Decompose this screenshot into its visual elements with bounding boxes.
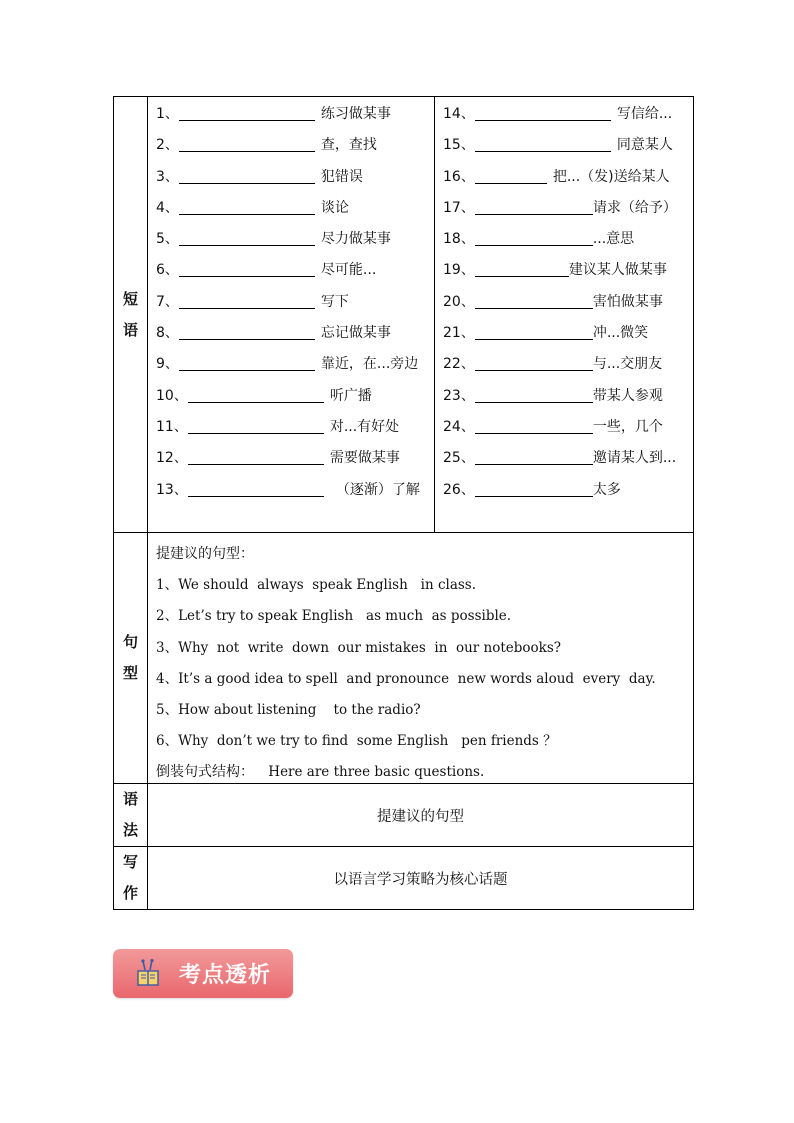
phrases-right-column bbox=[435, 97, 693, 532]
phrase-meaning: 邀请某人到... bbox=[592, 450, 677, 467]
phrase-number: 26、 bbox=[443, 481, 475, 498]
phrase-meaning: （逐渐）了解 bbox=[335, 481, 420, 498]
answer-blank[interactable] bbox=[179, 196, 315, 215]
answer-blank[interactable] bbox=[179, 352, 315, 371]
phrase-item bbox=[443, 224, 693, 255]
phrase-number: 10、 bbox=[156, 387, 188, 404]
label-char: 句 bbox=[122, 633, 138, 651]
worksheet bbox=[113, 96, 693, 910]
patterns-row bbox=[114, 533, 694, 784]
label-char: 短 bbox=[122, 289, 138, 308]
answer-blank[interactable] bbox=[179, 133, 315, 152]
phrase-meaning: 太多 bbox=[592, 481, 621, 498]
answer-blank[interactable] bbox=[179, 258, 315, 277]
phrase-number: 16、 bbox=[443, 168, 475, 185]
pattern-sentence: 1、We should always speak English in class. bbox=[156, 577, 477, 594]
phrase-item bbox=[443, 412, 693, 443]
phrase-item bbox=[443, 443, 693, 474]
badge-title: 考点透析 bbox=[179, 963, 272, 988]
patterns-heading: 提建议的句型： bbox=[156, 546, 254, 562]
phrase-item bbox=[156, 412, 434, 443]
phrase-number: 13、 bbox=[156, 481, 188, 498]
phrase-number: 18、 bbox=[443, 231, 475, 248]
phrase-item bbox=[156, 381, 434, 412]
phrase-meaning: 靠近，在...旁边 bbox=[320, 356, 419, 373]
label-char: 型 bbox=[122, 664, 138, 682]
patterns-cell bbox=[148, 533, 694, 784]
phrase-item bbox=[156, 255, 434, 286]
phrase-number: 23、 bbox=[443, 387, 475, 404]
phrase-number: 2、 bbox=[156, 137, 179, 154]
phrases-label-text bbox=[114, 284, 147, 346]
phrase-meaning: 写信给... bbox=[616, 106, 673, 122]
grammar-label-text bbox=[114, 784, 147, 846]
phrase-number: 4、 bbox=[156, 199, 179, 216]
grammar-row bbox=[114, 784, 694, 847]
pattern-sentence: 3、Why not write down our mistakes in our notebooks? bbox=[156, 639, 562, 656]
answer-blank[interactable] bbox=[475, 478, 593, 497]
phrase-item bbox=[156, 318, 434, 349]
phrase-number: 5、 bbox=[156, 231, 179, 248]
phrase-meaning: 需要做某事 bbox=[329, 450, 400, 467]
pattern-sentence: 2、Let’s try to speak English as much as possible. bbox=[156, 608, 512, 625]
phrase-meaning: 同意某人 bbox=[616, 137, 673, 154]
phrase-number: 20、 bbox=[443, 293, 475, 310]
phrase-item bbox=[156, 162, 434, 193]
phrase-number: 19、 bbox=[443, 262, 475, 279]
phrase-item bbox=[443, 349, 693, 380]
answer-blank[interactable] bbox=[475, 196, 593, 215]
answer-blank[interactable] bbox=[188, 415, 324, 434]
phrase-meaning: 谈论 bbox=[320, 199, 349, 216]
phrase-item bbox=[443, 475, 693, 506]
phrase-meaning: 尽力做某事 bbox=[320, 231, 391, 248]
phrase-number: 21、 bbox=[443, 325, 475, 342]
phrase-meaning: 对...有好处 bbox=[329, 418, 400, 435]
section-badge bbox=[113, 949, 293, 998]
writing-label-text bbox=[114, 847, 147, 909]
writing-content: 以语言学习策略为核心话题 bbox=[148, 847, 694, 910]
answer-blank[interactable] bbox=[475, 446, 593, 465]
answer-blank[interactable] bbox=[179, 165, 315, 184]
label-char: 语 bbox=[122, 790, 138, 808]
phrase-item bbox=[156, 287, 434, 318]
phrase-number: 17、 bbox=[443, 199, 475, 216]
phrase-item bbox=[156, 193, 434, 224]
phrase-item bbox=[443, 255, 693, 286]
phrase-number: 25、 bbox=[443, 450, 475, 467]
writing-label bbox=[114, 847, 148, 910]
answer-blank[interactable] bbox=[475, 290, 593, 309]
pattern-sentence: 5、How about listening to the radio? bbox=[156, 701, 421, 718]
phrase-number: 14、 bbox=[443, 106, 475, 122]
grammar-content: 提建议的句型 bbox=[148, 784, 694, 847]
phrase-item bbox=[443, 318, 693, 349]
phrase-meaning: 与...交朋友 bbox=[592, 356, 663, 373]
phrase-item bbox=[443, 287, 693, 318]
answer-blank[interactable] bbox=[179, 102, 315, 121]
phrases-row bbox=[114, 97, 694, 533]
phrase-meaning: 听广播 bbox=[329, 387, 372, 404]
phrase-item bbox=[443, 130, 693, 161]
phrase-number: 11、 bbox=[156, 418, 188, 435]
pattern-sentence: 6、Why don’t we try to find some English pen friends ？ bbox=[156, 733, 557, 750]
inversion-label: 倒装句式结构： bbox=[156, 764, 254, 781]
phrases-left-column bbox=[148, 97, 435, 532]
phrase-meaning: 建议某人做某事 bbox=[568, 262, 667, 279]
phrase-item bbox=[156, 130, 434, 161]
phrase-item bbox=[443, 162, 693, 193]
answer-blank[interactable] bbox=[475, 133, 611, 152]
phrase-number: 24、 bbox=[443, 418, 475, 435]
phrase-number: 6、 bbox=[156, 262, 179, 279]
phrase-number: 9、 bbox=[156, 356, 179, 373]
phrase-number: 22、 bbox=[443, 356, 475, 373]
answer-blank[interactable] bbox=[475, 321, 593, 340]
phrase-meaning: 害怕做某事 bbox=[592, 293, 663, 310]
patterns-label-text bbox=[114, 627, 147, 689]
phrases-label bbox=[114, 97, 148, 533]
answer-blank[interactable] bbox=[475, 258, 569, 277]
phrase-number: 1、 bbox=[156, 106, 179, 122]
answer-blank[interactable] bbox=[475, 102, 611, 121]
answer-blank[interactable] bbox=[475, 352, 593, 371]
phrase-meaning: 查，查找 bbox=[320, 137, 377, 154]
patterns-list bbox=[156, 570, 693, 757]
phrases-cell bbox=[148, 97, 694, 533]
phrase-meaning: 带某人参观 bbox=[592, 387, 663, 404]
phrase-meaning: 冲...微笑 bbox=[592, 325, 649, 342]
phrase-item bbox=[156, 99, 434, 130]
phrase-meaning: 一些，几个 bbox=[592, 418, 663, 435]
writing-row bbox=[114, 847, 694, 910]
answer-blank[interactable] bbox=[475, 165, 547, 184]
phrase-number: 7、 bbox=[156, 293, 179, 310]
phrase-meaning: 写下 bbox=[320, 293, 349, 310]
label-char: 语 bbox=[122, 320, 138, 339]
label-char: 写 bbox=[122, 853, 138, 871]
answer-blank[interactable] bbox=[475, 415, 593, 434]
answer-blank[interactable] bbox=[188, 446, 324, 465]
phrase-item bbox=[156, 475, 434, 506]
phrase-item bbox=[156, 443, 434, 474]
answer-blank[interactable] bbox=[188, 384, 324, 403]
phrase-meaning: ...意思 bbox=[592, 231, 635, 248]
answer-blank[interactable] bbox=[179, 290, 315, 309]
phrase-number: 15、 bbox=[443, 137, 475, 154]
phrase-item bbox=[443, 381, 693, 412]
patterns-label bbox=[114, 533, 148, 784]
phrase-meaning: 忘记做某事 bbox=[320, 325, 391, 342]
inversion-example: Here are three basic questions. bbox=[268, 764, 485, 781]
label-char: 法 bbox=[122, 821, 138, 839]
phrase-meaning: 犯错误 bbox=[320, 168, 363, 185]
answer-blank[interactable] bbox=[179, 321, 315, 340]
label-char: 作 bbox=[122, 884, 138, 902]
grammar-label bbox=[114, 784, 148, 847]
phrase-item bbox=[443, 99, 693, 130]
phrase-meaning: 尽可能... bbox=[320, 262, 377, 279]
phrase-number: 3、 bbox=[156, 168, 179, 185]
phrase-meaning: 请求（给予） bbox=[592, 199, 677, 216]
phrase-number: 12、 bbox=[156, 450, 188, 467]
pattern-sentence: 4、It’s a good idea to spell and pronounce new words aloud every day. bbox=[156, 670, 656, 687]
phrase-meaning: 练习做某事 bbox=[320, 106, 391, 122]
phrase-item bbox=[156, 224, 434, 255]
answer-blank[interactable] bbox=[188, 478, 324, 497]
answer-blank[interactable] bbox=[475, 227, 593, 246]
answer-blank[interactable] bbox=[475, 384, 593, 403]
phrase-meaning: 把...（发)送给某人 bbox=[552, 168, 670, 185]
answer-blank[interactable] bbox=[179, 227, 315, 246]
phrase-item bbox=[443, 193, 693, 224]
phrase-item bbox=[156, 349, 434, 380]
phrase-number: 8、 bbox=[156, 325, 179, 342]
summary-table bbox=[113, 96, 694, 910]
book-icon bbox=[137, 959, 159, 987]
